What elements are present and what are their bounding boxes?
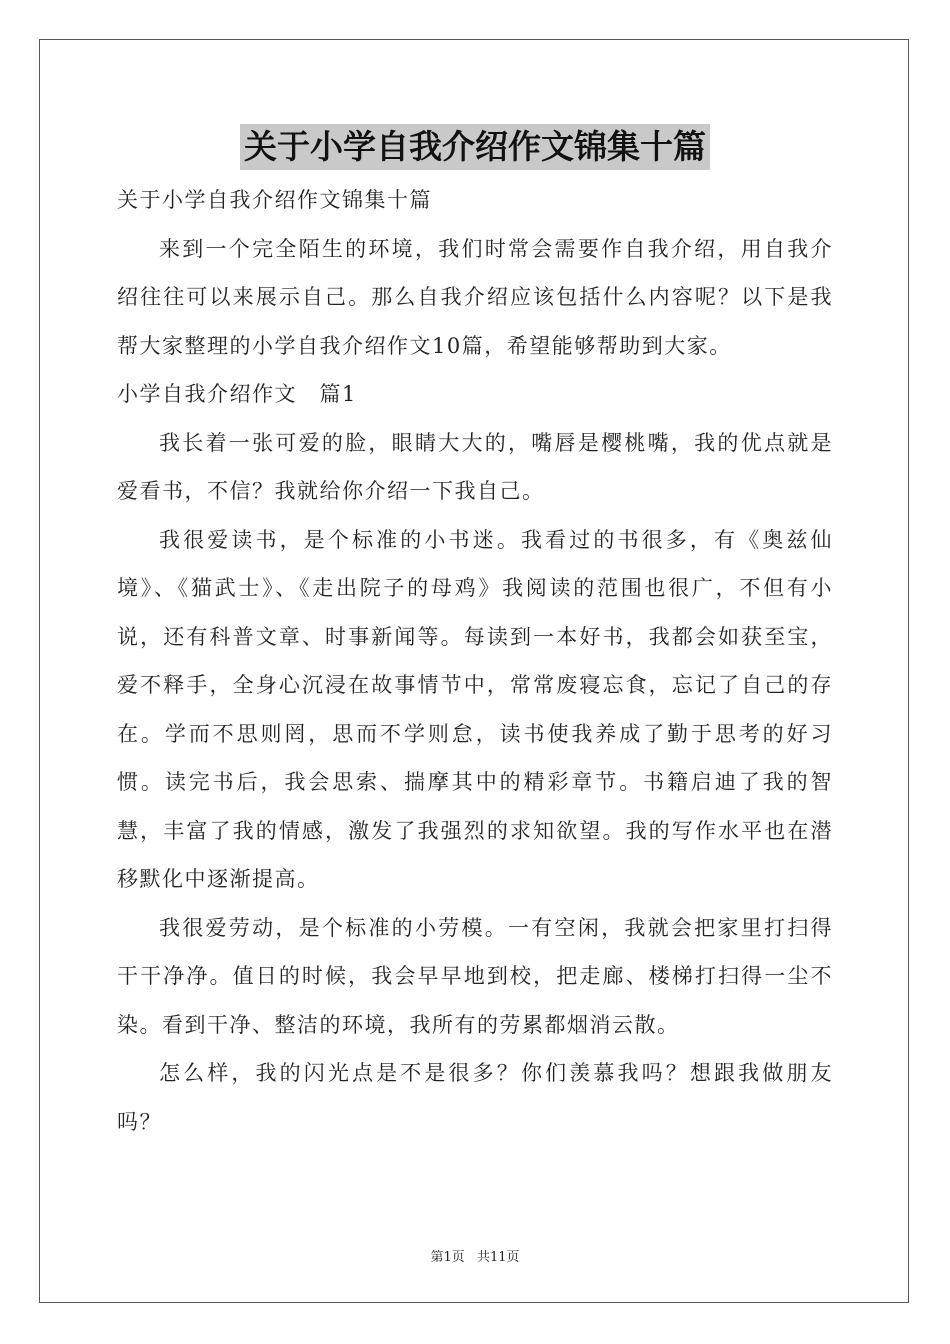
paragraph: 怎么样，我的闪光点是不是很多？你们羡慕我吗？想跟我做朋友吗？ [117, 1061, 833, 1134]
paragraph: 小学自我介绍作文 篇1 [117, 382, 357, 406]
paragraph: 我长着一张可爱的脸，眼睛大大的，嘴唇是樱桃嘴，我的优点就是爱看书，不信？我就给你介绍一下我自己。 [117, 430, 833, 503]
document-body [117, 176, 833, 1146]
paragraph: 我很爱读书，是个标准的小书迷。我看过的书很多，有《奥兹仙境》、《猫武士》、《走出院子的母鸡》我阅读的范围也很广，不但有小说，还有科普文章、时事新闻等。每读到一本好书，我都会如获至宝，爱不释手，全身心沉浸在故事情节中，常常废寝忘食，忘记了自己的存在。学而不思则罔，思而不学则怠，读书使我养成了勤于思考的好习惯。读完书后，我会思索、揣摩其中的精彩章节。书籍启迪了我的智慧，丰富了我的情感，激发了我强烈的求知欲望。我的写作水平也在潜移默化中逐渐提高。 [117, 527, 833, 891]
paragraph: 来到一个完全陌生的环境，我们时常会需要作自我介绍，用自我介绍往往可以来展示自己。那么自我介绍应该包括什么内容呢？以下是我帮大家整理的小学自我介绍作文10篇，希望能够帮助到大家。 [117, 236, 833, 358]
page-footer [0, 1246, 950, 1265]
page-number: 第1页 [430, 1250, 465, 1265]
paragraph: 关于小学自我介绍作文锦集十篇 [117, 188, 432, 212]
paragraph: 我很爱劳动，是个标准的小劳模。一有空闲，我就会把家里打扫得干干净净。值日的时候，我会早早地到校，把走廊、楼梯打扫得一尘不染。看到干净、整洁的环境，我所有的劳累都烟消云散。 [117, 915, 833, 1037]
document-title: 关于小学自我介绍作文锦集十篇 [240, 124, 710, 170]
title-container [0, 124, 950, 170]
page-total: 共11页 [476, 1250, 520, 1265]
